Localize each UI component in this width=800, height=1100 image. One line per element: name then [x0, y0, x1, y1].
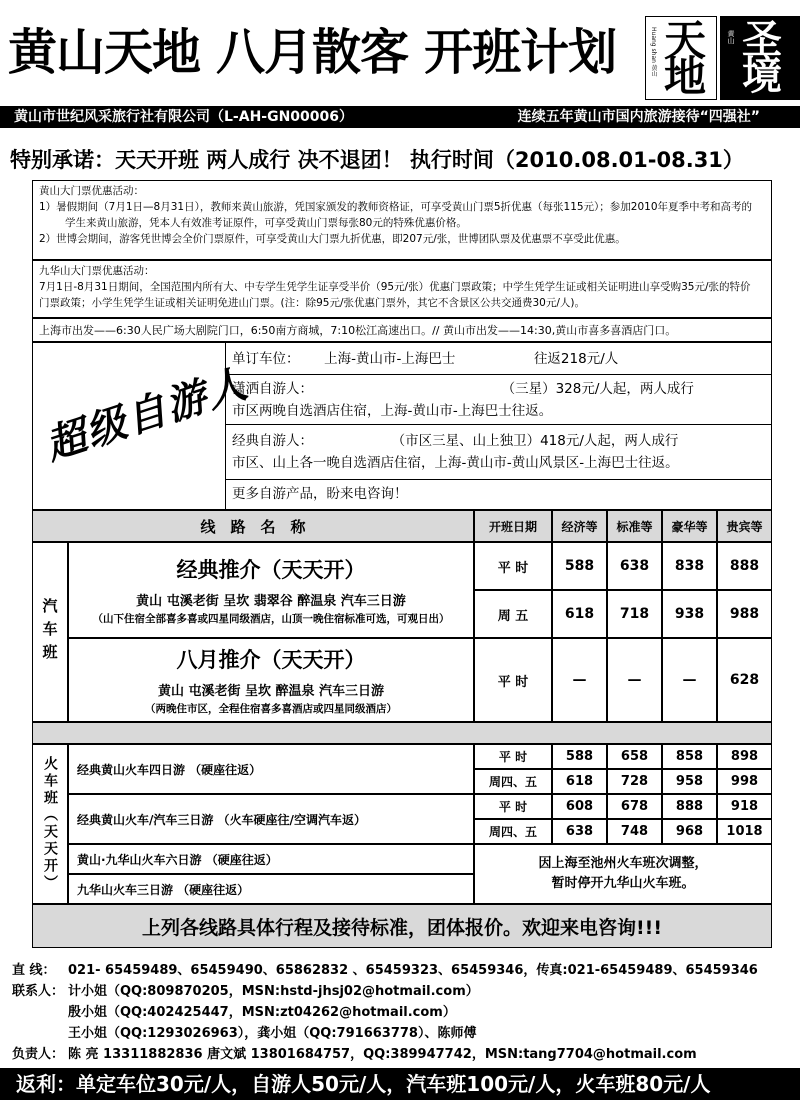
jiuhua-ticket-line1: 7月1日-8月31日期间，全国范围内所有大、中专学生凭学生证享受半价（95元/张）优惠门票政策；中学生凭学生证或相关证明进山享受购35元/张的特价 [39, 281, 751, 293]
shengjing-logo [720, 16, 800, 100]
bus-seat-option [226, 343, 772, 375]
huangshan-ticket-line2: 学生来黄山旅游，凭本人有效准考证原件，可享受黄山门票每张80元的特殊优惠价格。 [65, 217, 467, 229]
free-self-label: 潇洒自游人： [232, 381, 313, 397]
group-quote-note: 上列各线路具体行程及接待标准，团体报价。欢迎来电咨询!!! [32, 904, 772, 948]
jiuhua-train-notice [474, 844, 772, 904]
price-cell: 638 [607, 542, 662, 590]
self-tour-brush-title: 超级自游人 [39, 359, 255, 470]
price-cell: 588 [552, 542, 607, 590]
header-economy: 经济等 [552, 510, 607, 542]
price-cell: 638 [552, 819, 607, 844]
train-2-date-1: 平 时 [474, 794, 552, 819]
bus-august-route-text: 黄山 屯溪老街 呈坎 醉温泉 汽车三日游 [157, 684, 385, 699]
classic-self-option [226, 425, 772, 480]
price-cell: 1018 [717, 819, 772, 844]
price-cell: — [552, 638, 607, 722]
self-tour-section [32, 342, 772, 510]
free-self-desc: 市区两晚自选酒店住宿，上海-黄山市-上海巴士往返。 [232, 403, 553, 419]
header-date: 开班日期 [474, 510, 552, 542]
free-self-price: （三星）328元/人起，两人成行 [501, 381, 694, 397]
price-cell: 728 [607, 769, 662, 794]
free-self-option [226, 375, 772, 425]
huangshan-ticket-line3: 2）世博会期间，游客凭世博会全价门票原件，可享受黄山大门票九折优惠，即207元/张，世博团队票及优惠票不享受此优惠。 [39, 233, 626, 245]
bus-seat-route: 上海-黄山市-上海巴士 [324, 351, 456, 367]
train-1-date-2: 周四、五 [474, 769, 552, 794]
huangshan-ticket-title: 黄山大门票优惠活动： [39, 185, 144, 197]
agency-name: 黄山市世纪风采旅行社有限公司（L-AH-GN00006） [14, 109, 354, 125]
price-cell: 678 [607, 794, 662, 819]
price-cell: 718 [607, 590, 662, 638]
bus-august-route [68, 638, 474, 722]
table-separator [32, 722, 772, 744]
logo2-subtext: 黄山 [727, 30, 735, 44]
more-products: 更多自游产品，盼来电咨询！ [232, 486, 408, 502]
jiuhua-notice-line1: 因上海至池州火车班次调整， [538, 856, 708, 871]
jiuhua-notice-line2: 暂时停开九华山火车班。 [551, 876, 695, 891]
logo1-text: 天地 [664, 16, 707, 101]
jiuhua-ticket-box [32, 260, 772, 318]
bus-section-label: 汽车班 [32, 542, 68, 722]
contact-1: 计小姐（QQ:809870205，MSN:hstd-jhsj02@hotmail.com） [68, 984, 479, 999]
departure-info: 上海市出发——6:30人民广场大剧院门口，6:50南方商城，7:10松江高速出口。// 黄山市出发——14:30,黄山市喜多喜酒店门口。 [32, 318, 772, 342]
manager-label: 负责人： [12, 1047, 65, 1062]
bus-classic-route [68, 542, 474, 638]
price-cell: 628 [717, 638, 772, 722]
price-cell: 608 [552, 794, 607, 819]
train-route-1: 经典黄山火车四日游 （硬座往返） [68, 744, 474, 794]
header-vip: 贵宾等 [717, 510, 772, 542]
jiuhua-ticket-title: 九华山大门票优惠活动： [39, 265, 155, 277]
train-route-2: 经典黄山火车/汽车三日游 （火车硬座往/空调汽车返） [68, 794, 474, 844]
train-route-4: 九华山火车三日游 （硬座往返） [68, 874, 474, 904]
price-cell: 888 [717, 542, 772, 590]
train-2-date-2: 周四、五 [474, 819, 552, 844]
bus-august-title: 八月推介（天天开） [176, 648, 366, 672]
train-route-3: 黄山·九华山火车六日游 （硬座往返） [68, 844, 474, 874]
agency-bar [0, 106, 800, 128]
phone-numbers: 021- 65459489、65459490、65862832 、65459323、65459346，传真:021-65459489、65459346 [68, 963, 758, 978]
header-luxury: 豪华等 [662, 510, 717, 542]
bus-august-note: （两晚住市区，全程住宿喜多喜酒店或四星同级酒店） [145, 703, 397, 715]
price-cell: 618 [552, 590, 607, 638]
classic-self-desc: 市区、山上各一晚自选酒店住宿，上海-黄山市-黄山风景区-上海巴士往返。 [232, 455, 679, 471]
header-route-name: 线 路 名 称 [32, 510, 474, 542]
train-1-date-1: 平 时 [474, 744, 552, 769]
manager-info: 陈 亮 13311882836 唐文斌 13801684757，QQ:389947742，MSN:tang7704@hotmail.com [68, 1047, 697, 1062]
price-cell: 658 [607, 744, 662, 769]
tiandi-logo [645, 16, 717, 100]
price-cell: — [662, 638, 717, 722]
bus-seat-label: 单订车位： [232, 351, 300, 367]
price-cell: 748 [607, 819, 662, 844]
price-cell: 958 [662, 769, 717, 794]
logo2-text: 圣境 [742, 16, 782, 99]
agency-honor: 连续五年黄山市国内旅游接待“四强社” [517, 109, 760, 125]
price-cell: 918 [717, 794, 772, 819]
phone-label: 直 线： [12, 963, 56, 978]
price-cell: 998 [717, 769, 772, 794]
train-section-label: 火车班（天天开） [32, 744, 68, 904]
bus-classic-date-1: 平 时 [474, 542, 552, 590]
price-cell: — [607, 638, 662, 722]
bus-seat-price: 往返218元/人 [533, 351, 619, 367]
price-cell: 888 [662, 794, 717, 819]
header [0, 0, 800, 103]
bus-classic-route-text: 黄山 屯溪老街 呈坎 翡翠谷 醉温泉 汽车三日游 [136, 594, 406, 609]
bus-classic-note: （山下住宿全部喜多喜或四星同级酒店，山顶一晚住宿标准可选，可观日出） [92, 613, 450, 625]
self-tour-options [225, 343, 771, 509]
header-standard: 标准等 [607, 510, 662, 542]
price-cell: 938 [662, 590, 717, 638]
contact-info [12, 960, 758, 1065]
price-cell: 838 [662, 542, 717, 590]
contact-2: 殷小姐（QQ:402425447，MSN:zt04262@hotmail.com） [68, 1005, 456, 1020]
bus-classic-date-2: 周 五 [474, 590, 552, 638]
price-cell: 858 [662, 744, 717, 769]
jiuhua-ticket-line2: 门票政策；小学生凭学生证或相关证明免进山门票。(注：除95元/张优惠门票外，其它不含景区公共交通费30元/人)。 [39, 297, 585, 309]
price-cell: 588 [552, 744, 607, 769]
price-cell: 618 [552, 769, 607, 794]
price-cell: 898 [717, 744, 772, 769]
special-promise: 特别承诺：天天开班 两人成行 决不退团！ 执行时间（2010.08.01-08.31） [10, 148, 744, 172]
bus-classic-title: 经典推介（天天开） [176, 558, 366, 582]
classic-self-price: （市区三星、山上独卫）418元/人起，两人成行 [391, 433, 679, 449]
huangshan-ticket-line1: 1）暑假期间（7月1日—8月31日），教师来黄山旅游，凭国家颁发的教师资格证，可享受黄山门票5折优惠（每张115元）；参加2010年夏季中考和高考的 [39, 201, 753, 213]
contact-3: 王小姐（QQ:1293026963），龚小姐（QQ:791663778）、陈师傅 [68, 1026, 477, 1041]
logo1-subtext: Huang shan 黄山 [650, 27, 657, 77]
page-title: 黄山天地 八月散客 开班计划 [8, 24, 617, 81]
price-cell: 988 [717, 590, 772, 638]
classic-self-label: 经典自游人： [232, 433, 313, 449]
rebate-footer: 返利：单定车位30元/人，自游人50元/人，汽车班100元/人，火车班80元/人 [0, 1068, 800, 1100]
contact-label: 联系人： [12, 984, 65, 999]
huangshan-ticket-box [32, 180, 772, 260]
bus-august-date: 平 时 [474, 638, 552, 722]
price-cell: 968 [662, 819, 717, 844]
